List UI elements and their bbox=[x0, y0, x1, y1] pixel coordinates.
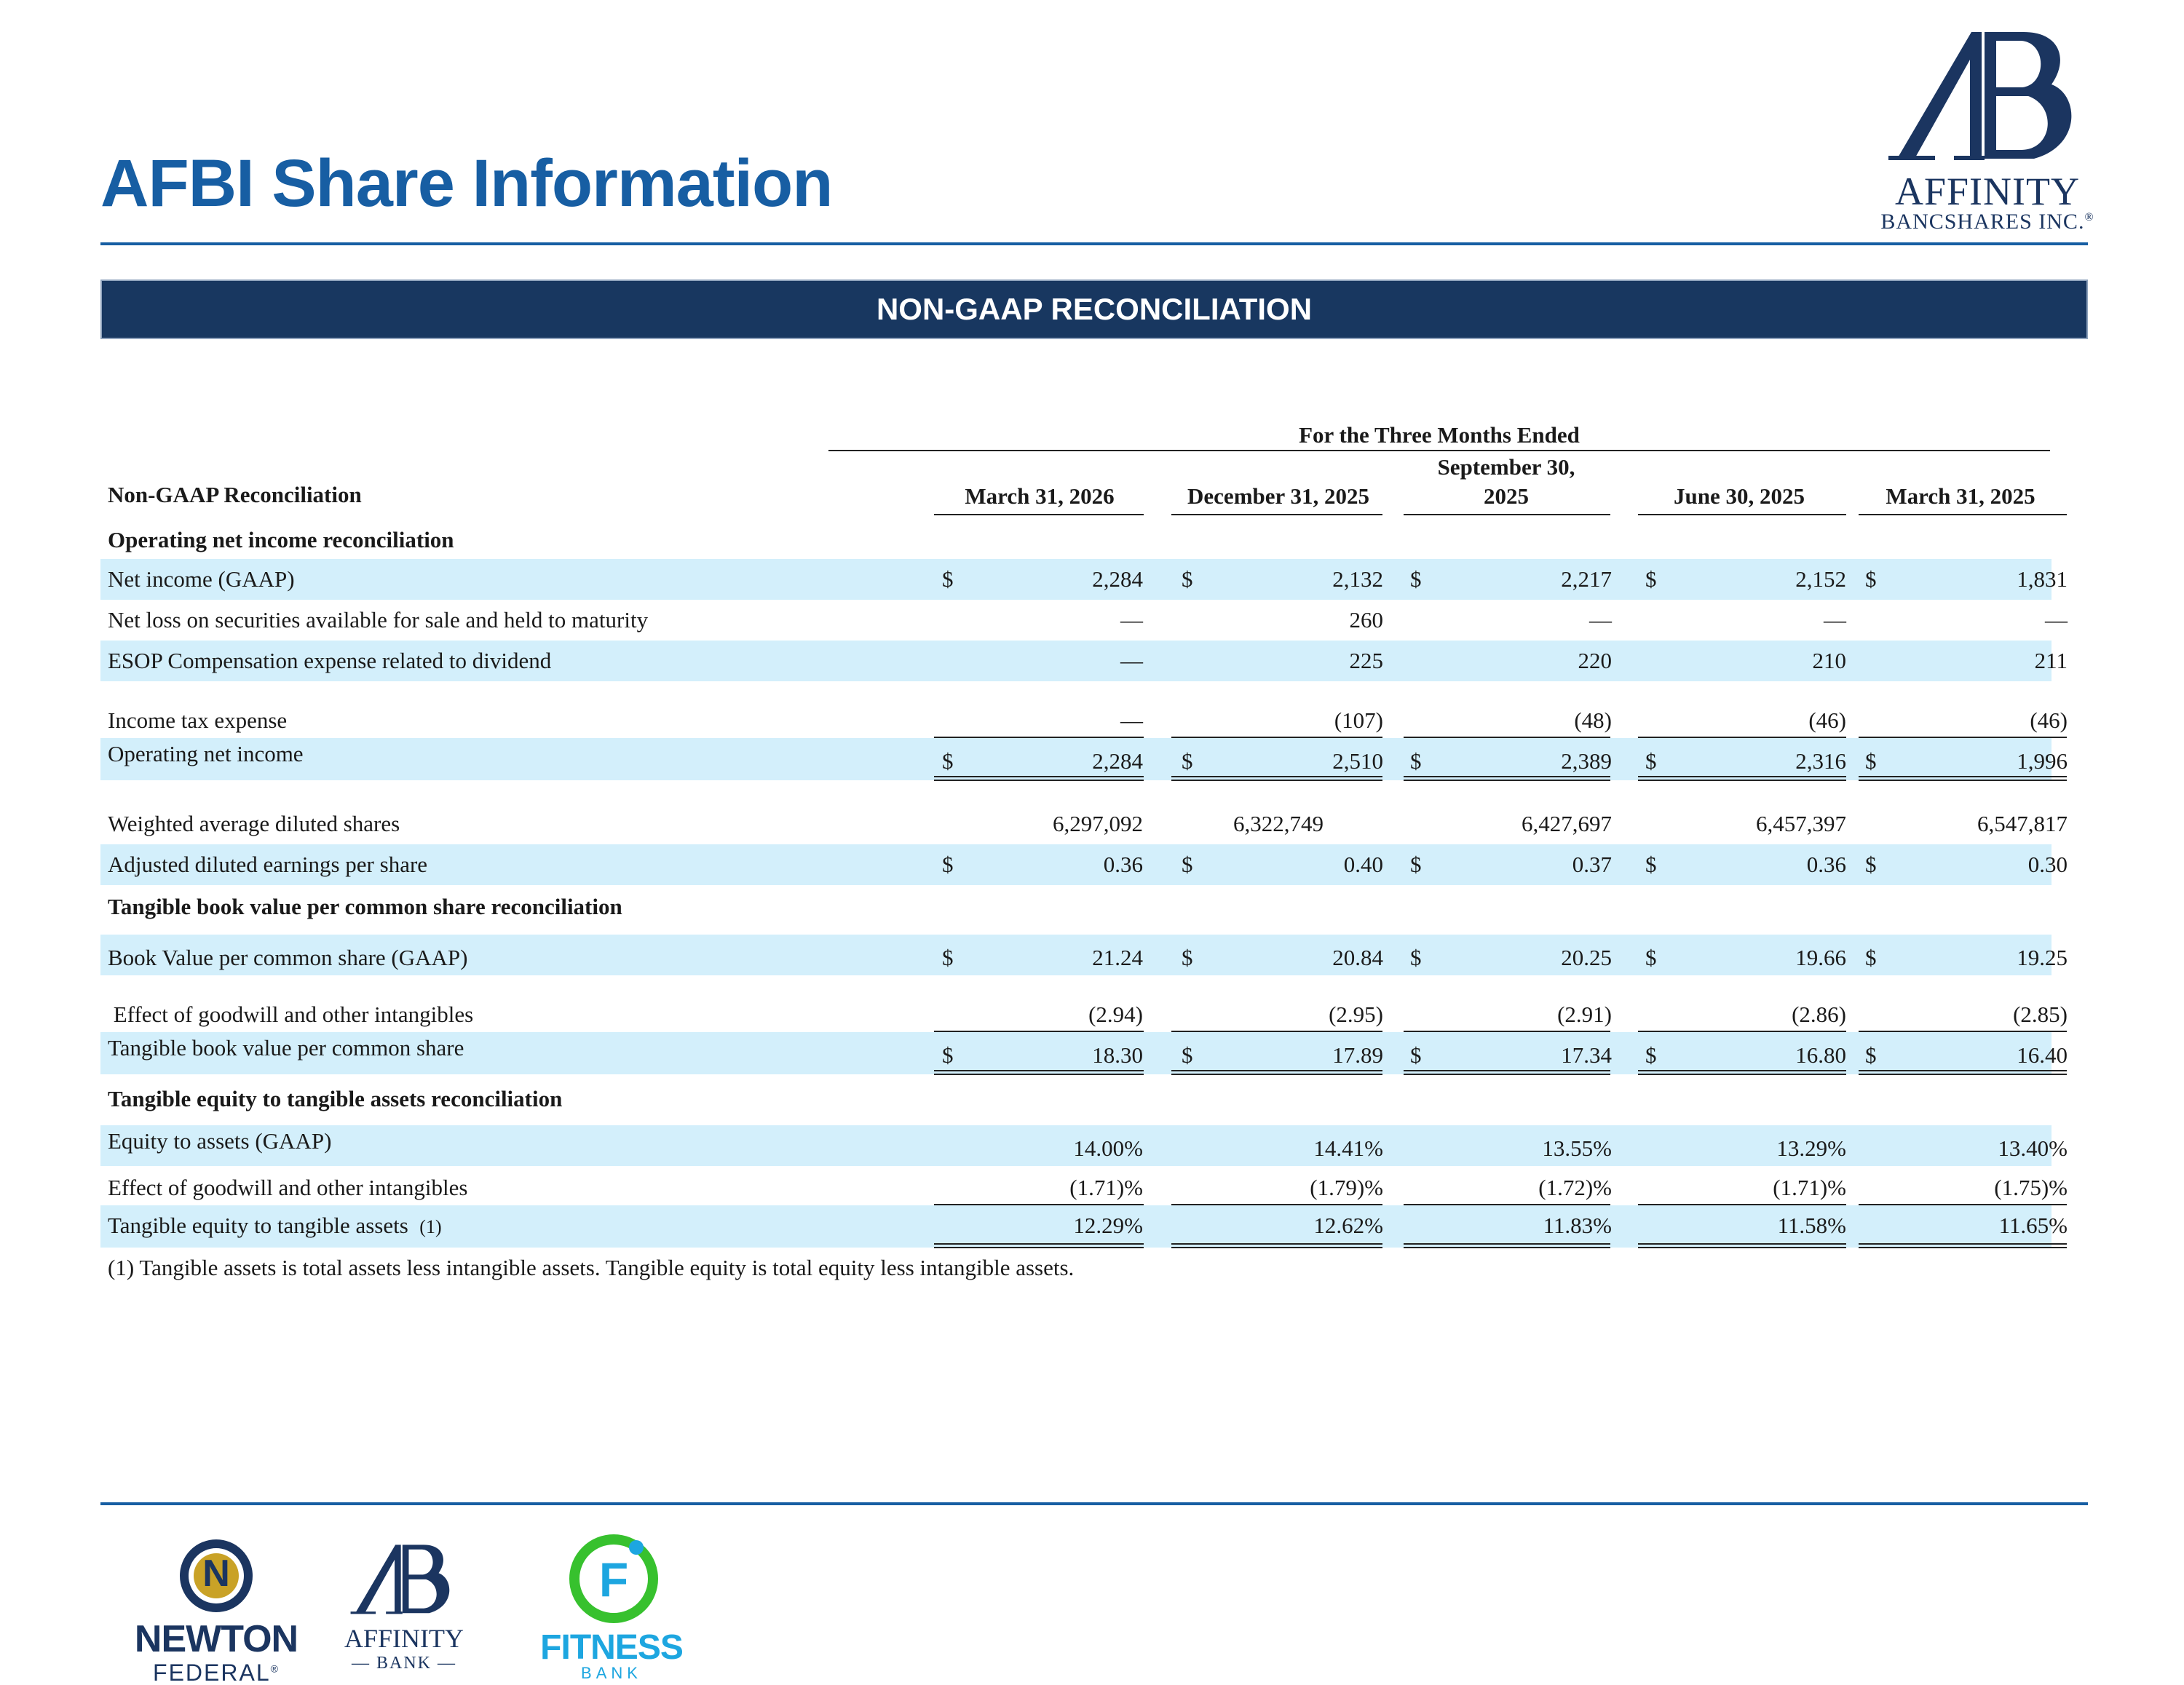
currency-symbol: $ bbox=[942, 945, 954, 970]
value-cell: 2,152 bbox=[1795, 566, 1846, 592]
row-label: Tangible equity to tangible assets (1) bbox=[108, 1213, 442, 1238]
value-cell: 2,284 bbox=[1092, 748, 1143, 774]
section-title: Operating net income reconciliation bbox=[108, 527, 454, 552]
value-cell: 16.40 bbox=[2017, 1042, 2068, 1068]
value-cell: (2.94) bbox=[1088, 1002, 1143, 1027]
total-double-rule bbox=[1171, 776, 1382, 781]
section-title: Tangible book value per common share reconciliation bbox=[108, 894, 622, 919]
total-double-rule bbox=[1171, 1243, 1382, 1248]
value-cell: 11.65% bbox=[1998, 1213, 2068, 1238]
table-row-adjusted-eps bbox=[100, 844, 2068, 885]
value-cell: 12.29% bbox=[1073, 1213, 1143, 1238]
value-cell: — bbox=[1824, 607, 1846, 633]
column-header-3: September 30, 2025 bbox=[1437, 454, 1575, 509]
currency-symbol: $ bbox=[1865, 748, 1877, 774]
currency-symbol: $ bbox=[1182, 852, 1193, 877]
value-cell: (46) bbox=[2030, 707, 2068, 733]
value-cell: (46) bbox=[1808, 707, 1846, 733]
table-row-book-value bbox=[100, 935, 2068, 975]
value-cell: 6,457,397 bbox=[1756, 811, 1846, 836]
value-cell: 1,831 bbox=[2017, 566, 2068, 592]
total-double-rule bbox=[1171, 1070, 1382, 1075]
value-cell: 0.36 bbox=[1806, 852, 1846, 877]
table-row-goodwill-effect bbox=[100, 994, 2068, 1035]
value-cell: 17.34 bbox=[1561, 1042, 1612, 1068]
value-cell: 20.25 bbox=[1561, 945, 1612, 970]
row-label: Operating net income bbox=[108, 741, 304, 766]
value-cell: 17.89 bbox=[1332, 1042, 1383, 1068]
currency-symbol: $ bbox=[1410, 748, 1422, 774]
value-cell: 11.58% bbox=[1777, 1213, 1846, 1238]
total-double-rule bbox=[934, 1243, 1144, 1248]
total-double-rule bbox=[1638, 1070, 1846, 1075]
affinity-bank-logo bbox=[335, 1540, 473, 1678]
table-row-net-loss bbox=[100, 600, 2068, 641]
total-double-rule bbox=[1404, 1243, 1610, 1248]
currency-symbol: $ bbox=[1182, 748, 1193, 774]
value-cell: 16.80 bbox=[1795, 1042, 1846, 1068]
value-cell: 260 bbox=[1349, 607, 1383, 633]
fitness-emblem-letter: F bbox=[598, 1553, 629, 1606]
value-cell: 2,284 bbox=[1092, 566, 1143, 592]
table-row-equity-to-assets bbox=[100, 1125, 2068, 1166]
value-cell: 2,132 bbox=[1332, 566, 1383, 592]
section-title: Tangible equity to tangible assets reconciliation bbox=[108, 1086, 563, 1111]
affinity-bank-subtitle: — BANK — bbox=[351, 1654, 456, 1673]
fitness-bank-logo bbox=[539, 1531, 684, 1681]
value-cell: 220 bbox=[1578, 648, 1612, 673]
value-cell: (1.71)% bbox=[1069, 1175, 1143, 1200]
value-cell: 13.29% bbox=[1776, 1135, 1846, 1161]
value-cell: (2.91) bbox=[1557, 1002, 1612, 1027]
currency-symbol: $ bbox=[942, 566, 954, 592]
total-double-rule bbox=[1859, 1243, 2067, 1248]
value-cell: 225 bbox=[1349, 648, 1383, 673]
value-cell: 6,547,817 bbox=[1977, 811, 2068, 836]
column-header-rule bbox=[1859, 514, 2067, 515]
row-label: Tangible book value per common share bbox=[108, 1035, 464, 1060]
currency-symbol: $ bbox=[1645, 566, 1657, 592]
total-double-rule bbox=[1404, 1070, 1610, 1075]
total-double-rule bbox=[934, 1070, 1144, 1075]
value-cell: 13.40% bbox=[1998, 1135, 2068, 1161]
value-cell: 0.30 bbox=[2027, 852, 2068, 877]
currency-symbol: $ bbox=[1410, 852, 1422, 877]
currency-symbol: $ bbox=[942, 1042, 954, 1068]
footer-divider bbox=[100, 1502, 2088, 1505]
currency-symbol: $ bbox=[1410, 566, 1422, 592]
value-cell: 13.55% bbox=[1542, 1135, 1612, 1161]
logo-subtitle: BANCSHARES INC.® bbox=[1880, 210, 2094, 234]
value-cell: — bbox=[2045, 607, 2068, 633]
value-cell: 0.37 bbox=[1572, 852, 1612, 877]
fitness-name: FITNESS bbox=[540, 1628, 683, 1667]
row-label: Income tax expense bbox=[108, 707, 288, 733]
column-header-rule bbox=[1404, 514, 1610, 515]
page-title: AFBI Share Information bbox=[100, 146, 833, 221]
currency-symbol: $ bbox=[1182, 1042, 1193, 1068]
registered-mark: ® bbox=[2084, 211, 2094, 223]
affinity-bank-name: AFFINITY bbox=[344, 1624, 464, 1653]
value-cell: 14.41% bbox=[1313, 1135, 1383, 1161]
value-cell: — bbox=[1589, 607, 1612, 633]
value-cell: 11.83% bbox=[1543, 1213, 1612, 1238]
value-cell: 2,510 bbox=[1332, 748, 1383, 774]
total-double-rule bbox=[1859, 776, 2067, 781]
row-label: Book Value per common share (GAAP) bbox=[108, 945, 468, 970]
value-cell: (48) bbox=[1574, 707, 1612, 733]
value-cell: 2,316 bbox=[1795, 748, 1846, 774]
footnote-ref: (1) bbox=[419, 1216, 442, 1237]
table-row-weighted-shares bbox=[100, 804, 2068, 844]
value-cell: (107) bbox=[1334, 707, 1383, 733]
currency-symbol: $ bbox=[1645, 945, 1657, 970]
value-cell: 2,217 bbox=[1561, 566, 1612, 592]
section-tangible-equity bbox=[100, 1079, 2052, 1119]
value-cell: 14.00% bbox=[1073, 1135, 1143, 1161]
table-row-tangible-book-value bbox=[100, 1032, 2068, 1074]
value-cell: (1.75)% bbox=[1994, 1175, 2068, 1200]
value-cell: (2.95) bbox=[1329, 1002, 1383, 1027]
table-row-net-income bbox=[100, 559, 2068, 600]
value-cell: 20.84 bbox=[1332, 945, 1383, 970]
currency-symbol: $ bbox=[1410, 945, 1422, 970]
value-cell: 6,322,749 bbox=[1233, 811, 1324, 836]
period-group-header: For the Three Months Ended bbox=[1299, 422, 1580, 448]
total-double-rule bbox=[1638, 776, 1846, 781]
currency-symbol: $ bbox=[942, 852, 954, 877]
column-header-2: December 31, 2025 bbox=[1187, 483, 1369, 509]
newton-federal-logo bbox=[125, 1536, 307, 1685]
column-header-4: June 30, 2025 bbox=[1674, 483, 1805, 509]
column-header-rule bbox=[1171, 514, 1382, 515]
section-tangible-book bbox=[100, 887, 2052, 927]
row-label: Adjusted diluted earnings per share bbox=[108, 852, 428, 877]
row-label: Effect of goodwill and other intangibles bbox=[108, 1175, 468, 1200]
column-header-rule bbox=[1638, 514, 1846, 515]
currency-symbol: $ bbox=[1645, 1042, 1657, 1068]
value-cell: 0.36 bbox=[1103, 852, 1143, 877]
period-group-rule bbox=[828, 450, 2050, 451]
value-cell: 210 bbox=[1812, 648, 1846, 673]
newton-name: NEWTON bbox=[134, 1618, 298, 1660]
value-cell: 2,389 bbox=[1561, 748, 1612, 774]
table-row-goodwill-effect-ratio bbox=[100, 1167, 2068, 1208]
value-cell: 211 bbox=[2034, 648, 2068, 673]
logo-name: AFFINITY bbox=[1894, 170, 2080, 213]
table-row-income-tax bbox=[100, 700, 2068, 741]
header-divider bbox=[100, 242, 2088, 245]
row-label: Effect of goodwill and other intangibles bbox=[108, 1002, 474, 1027]
table-row-esop bbox=[100, 641, 2068, 681]
column-header-1: March 31, 2026 bbox=[965, 483, 1115, 509]
label-column-header: Non-GAAP Reconciliation bbox=[108, 482, 362, 507]
row-label: Weighted average diluted shares bbox=[108, 811, 400, 836]
affinity-bancshares-logo bbox=[1878, 26, 2097, 245]
value-cell: 21.24 bbox=[1092, 945, 1143, 970]
ab-monogram-icon bbox=[1878, 26, 2097, 172]
total-double-rule bbox=[1859, 1070, 2067, 1075]
newton-emblem-letter: N bbox=[202, 1553, 230, 1595]
value-cell: — bbox=[1120, 648, 1143, 673]
newton-subtitle: FEDERAL® bbox=[153, 1660, 280, 1685]
value-cell: — bbox=[1120, 707, 1143, 733]
value-cell: 19.25 bbox=[2017, 945, 2068, 970]
fitness-subtitle: BANK bbox=[581, 1664, 642, 1682]
value-cell: (1.71)% bbox=[1773, 1175, 1846, 1200]
column-header-5: March 31, 2025 bbox=[1886, 483, 2035, 509]
total-double-rule bbox=[934, 776, 1144, 781]
registered-mark: ® bbox=[270, 1662, 280, 1675]
currency-symbol: $ bbox=[1865, 1042, 1877, 1068]
currency-symbol: $ bbox=[1865, 945, 1877, 970]
value-cell: (2.86) bbox=[1792, 1002, 1846, 1027]
column-header-rule bbox=[934, 514, 1144, 515]
value-cell: (1.72)% bbox=[1538, 1175, 1612, 1200]
currency-symbol: $ bbox=[1645, 748, 1657, 774]
row-label: Net loss on securities available for sale and held to maturity bbox=[108, 607, 649, 633]
currency-symbol: $ bbox=[1865, 566, 1877, 592]
currency-symbol: $ bbox=[1410, 1042, 1422, 1068]
section-banner: NON-GAAP RECONCILIATION bbox=[100, 279, 2088, 339]
footnote: (1) Tangible assets is total assets less intangible assets. Tangible equity is total equity less intangible assets. bbox=[108, 1255, 1075, 1280]
total-double-rule bbox=[1404, 776, 1610, 781]
currency-symbol: $ bbox=[1865, 852, 1877, 877]
value-cell: 18.30 bbox=[1092, 1042, 1143, 1068]
table-row-operating-net-income bbox=[100, 738, 2068, 780]
row-label: ESOP Compensation expense related to dividend bbox=[108, 648, 552, 673]
currency-symbol: $ bbox=[1645, 852, 1657, 877]
value-cell: (1.79)% bbox=[1310, 1175, 1383, 1200]
value-cell: (2.85) bbox=[2013, 1002, 2068, 1027]
row-label: Equity to assets (GAAP) bbox=[108, 1128, 332, 1154]
value-cell: 0.40 bbox=[1343, 852, 1383, 877]
value-cell: 6,427,697 bbox=[1522, 811, 1612, 836]
table-row-tangible-equity bbox=[100, 1205, 2068, 1248]
value-cell: — bbox=[1120, 607, 1143, 633]
section-operating bbox=[100, 520, 2052, 560]
value-cell: 12.62% bbox=[1313, 1213, 1383, 1238]
currency-symbol: $ bbox=[1182, 566, 1193, 592]
value-cell: 6,297,092 bbox=[1053, 811, 1143, 836]
value-cell: 1,996 bbox=[2017, 748, 2068, 774]
row-label: Net income (GAAP) bbox=[108, 566, 295, 592]
value-cell: 19.66 bbox=[1795, 945, 1846, 970]
total-double-rule bbox=[1638, 1243, 1846, 1248]
ab-monogram-icon bbox=[345, 1540, 463, 1622]
currency-symbol: $ bbox=[1182, 945, 1193, 970]
currency-symbol: $ bbox=[942, 748, 954, 774]
